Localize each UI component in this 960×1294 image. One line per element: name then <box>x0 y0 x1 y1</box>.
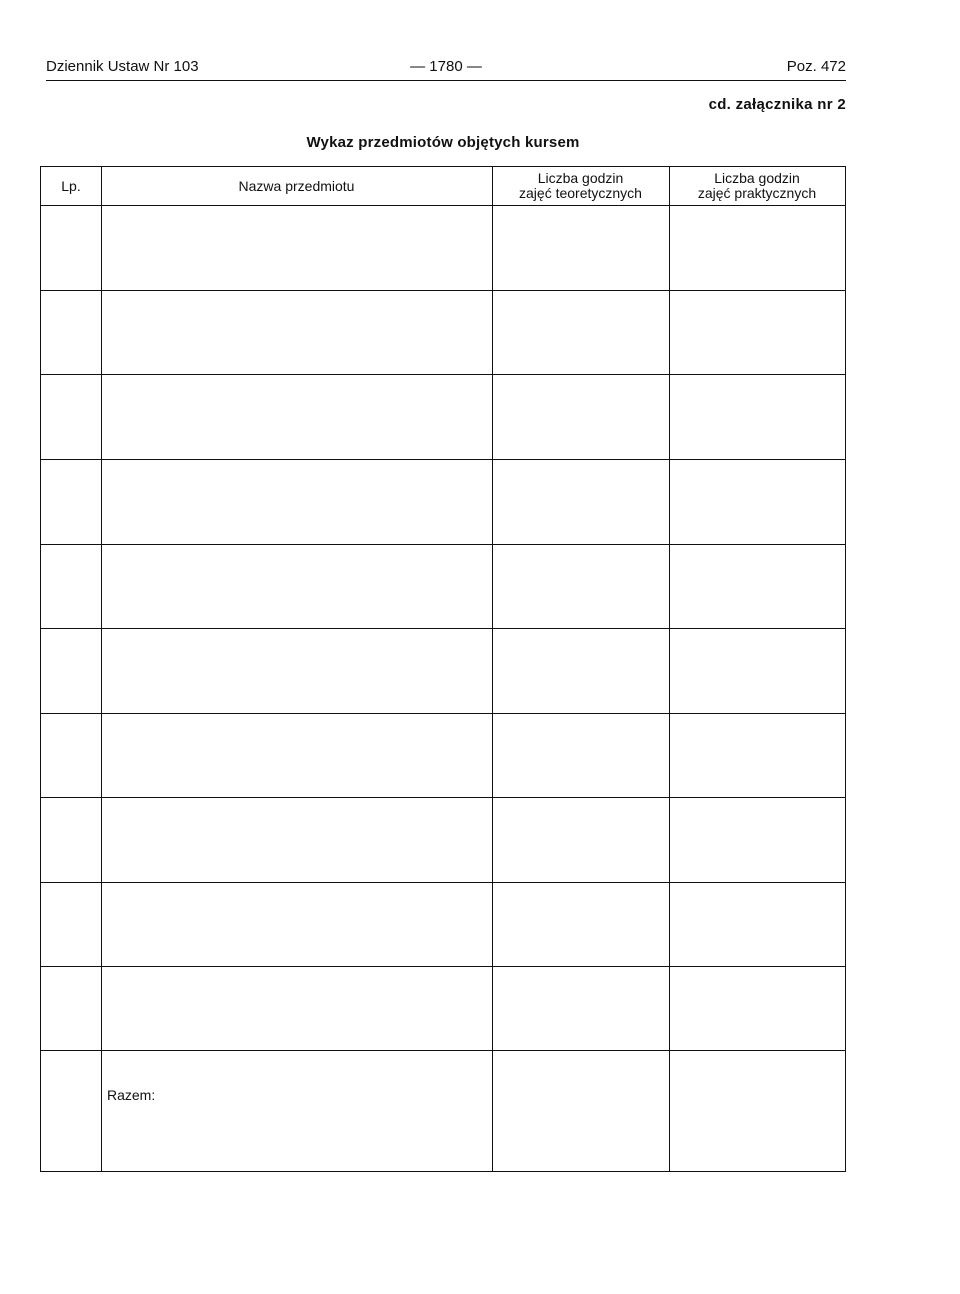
column-header-label: Lp. <box>61 177 81 194</box>
table-row[interactable] <box>41 374 845 459</box>
page-number: — 1780 — <box>410 58 482 75</box>
column-header-theory-hours <box>492 167 669 205</box>
total-label: Razem: <box>107 1087 156 1103</box>
column-header-label: Nazwa przedmiotu <box>238 177 355 194</box>
column-header-practice-hours <box>669 167 845 205</box>
document-title: Wykaz przedmiotów objętych kursem <box>306 134 580 151</box>
page-header <box>46 58 846 80</box>
table-row[interactable] <box>41 797 845 882</box>
header-divider <box>46 80 846 81</box>
table-row[interactable] <box>41 205 845 290</box>
column-header-label: Liczba godzin <box>537 170 624 186</box>
annex-reference: cd. załącznika nr 2 <box>708 96 846 113</box>
column-header-label: Liczba godzin <box>714 170 800 186</box>
subjects-table <box>40 166 846 1172</box>
table-row[interactable] <box>41 628 845 713</box>
column-header-sublabel: zajęć teoretycznych <box>519 185 642 201</box>
position-number: Poz. 472 <box>786 58 846 75</box>
table-row[interactable] <box>41 544 845 628</box>
row-divider <box>41 1050 845 1051</box>
column-header-subject-name <box>101 167 492 205</box>
journal-title: Dziennik Ustaw Nr 103 <box>46 58 199 75</box>
table-row[interactable] <box>41 290 845 374</box>
table-row[interactable] <box>41 966 845 1050</box>
table-row[interactable] <box>41 459 845 544</box>
table-row[interactable] <box>41 713 845 797</box>
table-row[interactable] <box>41 882 845 966</box>
column-header-lp <box>41 167 101 205</box>
column-header-sublabel: zajęć praktycznych <box>697 185 817 201</box>
